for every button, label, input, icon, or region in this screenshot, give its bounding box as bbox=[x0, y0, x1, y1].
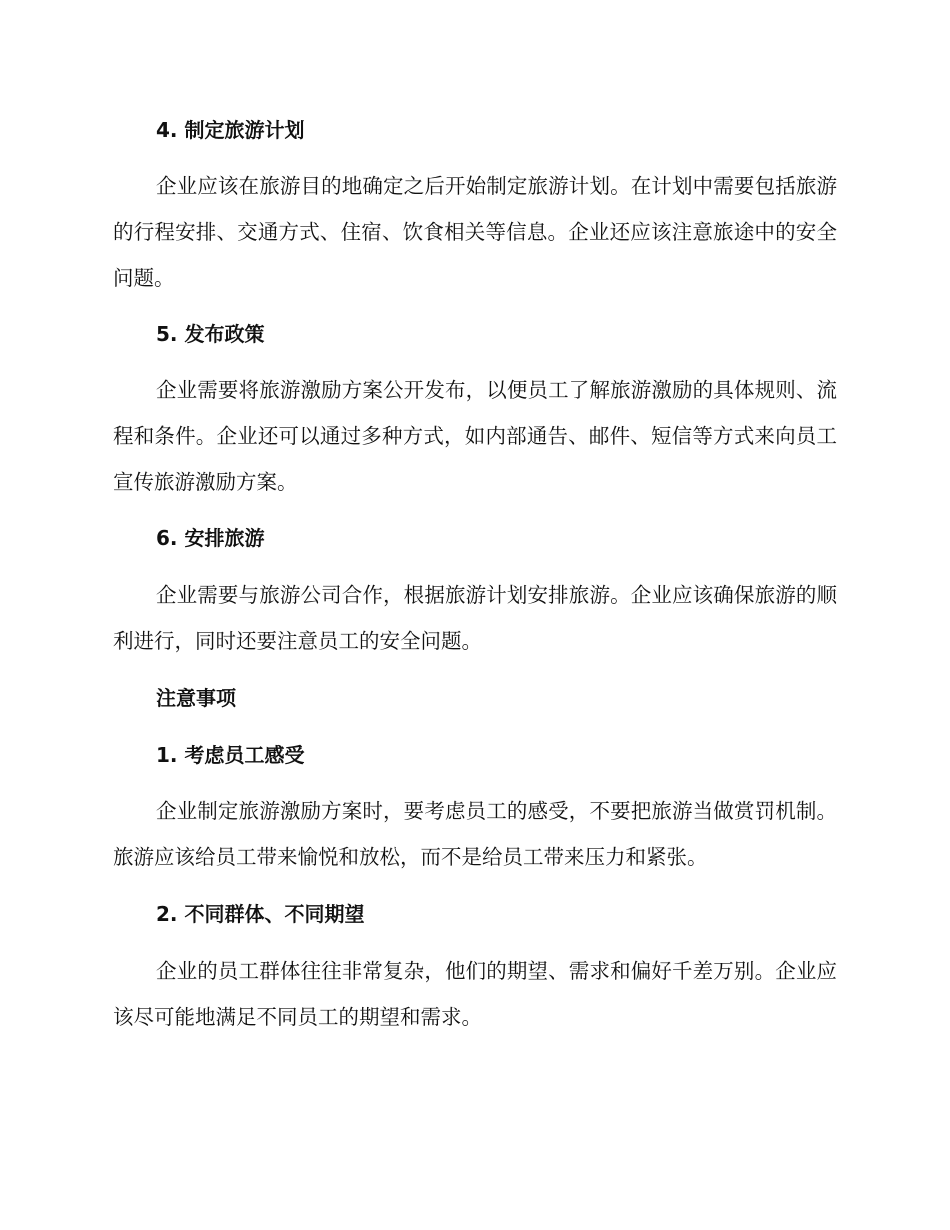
body-paragraph: 企业需要与旅游公司合作，根据旅游计划安排旅游。企业应该确保旅游的顺利进行，同时还要注意员工的安全问题。 bbox=[113, 583, 837, 653]
section-heading: 2. 不同群体、不同期望 bbox=[156, 902, 365, 926]
body-paragraph: 企业应该在旅游目的地确定之后开始制定旅游计划。在计划中需要包括旅游的行程安排、交通方式、住宿、饮食相关等信息。企业还应该注意旅途中的安全问题。 bbox=[113, 174, 837, 290]
body-paragraph: 企业制定旅游激励方案时，要考虑员工的感受，不要把旅游当做赏罚机制。旅游应该给员工带来愉悦和放松，而不是给员工带来压力和紧张。 bbox=[113, 799, 837, 869]
section-heading: 4. 制定旅游计划 bbox=[156, 118, 305, 142]
body-paragraph: 企业需要将旅游激励方案公开发布，以便员工了解旅游激励的具体规则、流程和条件。企业还可以通过多种方式，如内部通告、邮件、短信等方式来向员工宣传旅游激励方案。 bbox=[113, 378, 837, 494]
section-heading: 5. 发布政策 bbox=[156, 322, 265, 346]
section-heading: 注意事项 bbox=[156, 686, 236, 710]
body-paragraph: 企业的员工群体往往非常复杂，他们的期望、需求和偏好千差万别。企业应该尽可能地满足不同员工的期望和需求。 bbox=[113, 959, 837, 1029]
section-heading: 1. 考虑员工感受 bbox=[156, 743, 305, 767]
section-heading: 6. 安排旅游 bbox=[156, 526, 265, 550]
